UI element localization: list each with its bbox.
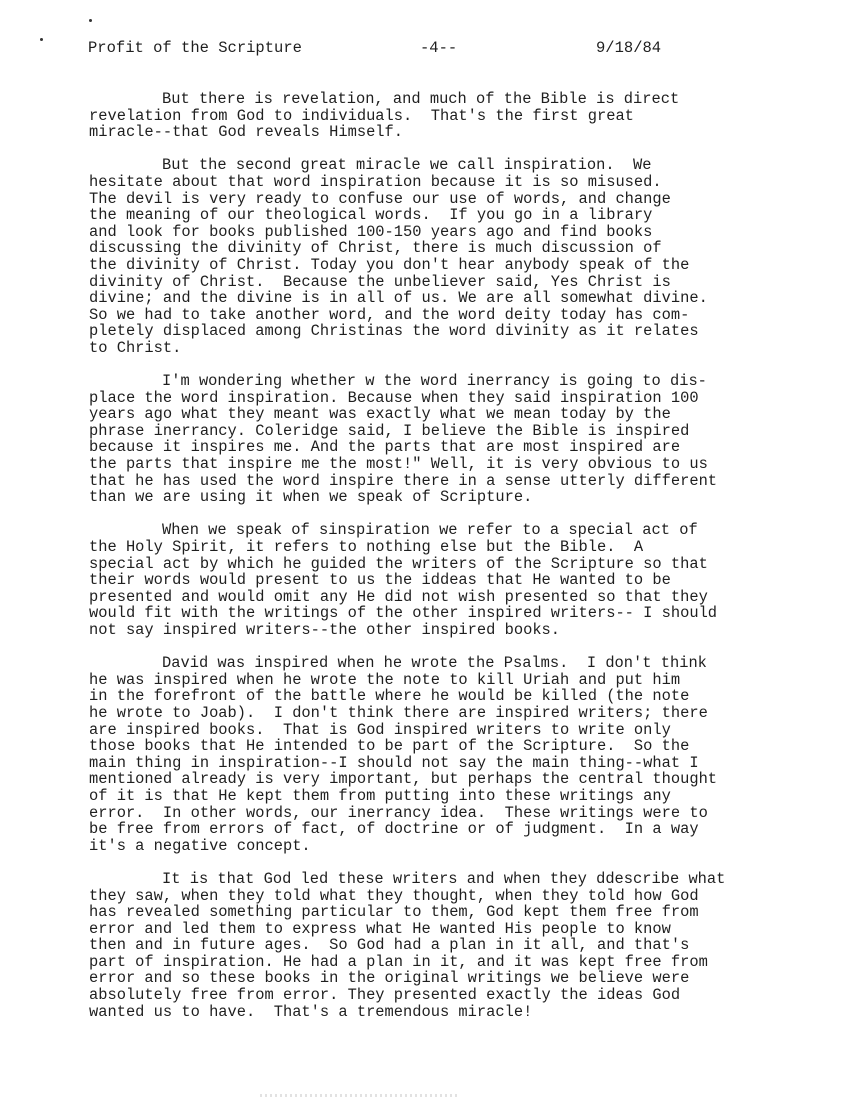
text-line: because it inspires me. And the parts that are most inspired are — [89, 438, 681, 457]
text-line: It is that God led these writers and when they ddescribe what — [162, 869, 726, 888]
scan-smudge — [260, 1094, 460, 1097]
text-line: years ago what they meant was exactly what we mean today by the — [89, 405, 671, 424]
text-line: in the forefront of the battle where he would be killed (the note — [89, 687, 690, 706]
text-line: I'm wondering whether w the word inerrancy is going to dis- — [162, 372, 707, 391]
text-line: the parts that inspire me the most!" Well, it is very obvious to us — [89, 455, 708, 474]
text-line: pletely displaced among Christinas the word divinity as it relates — [89, 322, 699, 341]
document-body — [89, 91, 809, 1037]
text-line: error and so these books in the original writings we believe were — [89, 969, 690, 988]
text-line: the Holy Spirit, it refers to nothing else but the Bible. A — [89, 538, 644, 557]
text-line: to Christ. — [89, 338, 182, 357]
text-line: miracle--that God reveals Himself. — [89, 123, 404, 142]
text-line: would fit with the writings of the other inspired writers-- I should — [89, 604, 718, 623]
text-line: The devil is very ready to confuse our use of words, and change — [89, 189, 671, 208]
text-line: absolutely free from error. They presented exactly the ideas God — [89, 986, 681, 1005]
text-line: it's a negative concept. — [89, 836, 311, 855]
text-line: the meaning of our theological words. If you go in a library — [89, 206, 653, 225]
text-line: and look for books published 100-150 years ago and find books — [89, 222, 653, 241]
text-line: part of inspiration. He had a plan in it, and it was kept free from — [89, 952, 708, 971]
document-title: Profit of the Scripture — [88, 39, 302, 57]
text-line: mentioned already is very important, but perhaps the central thought — [89, 770, 718, 789]
text-line: be free from errors of fact, of doctrine or of judgment. In a way — [89, 820, 699, 839]
paragraph — [89, 522, 809, 638]
page-header — [88, 38, 788, 58]
text-line: of it is that He kept them from putting into these writings any — [89, 786, 671, 805]
text-line: error and led them to express what He wanted His people to know — [89, 919, 671, 938]
scan-speck — [89, 19, 92, 22]
text-line: When we speak of sinspiration we refer to a special act of — [162, 521, 698, 540]
text-line: hesitate about that word inspiration because it is so misused. — [89, 172, 662, 191]
text-line: those books that He intended to be part of the Scripture. So the — [89, 737, 690, 756]
text-line: the divinity of Christ. Today you don't hear anybody speak of the — [89, 255, 690, 274]
paragraph — [89, 91, 809, 141]
text-line: are inspired books. That is God inspired writers to write only — [89, 720, 671, 739]
paragraph — [89, 871, 809, 1020]
paragraph — [89, 157, 809, 356]
paragraph — [89, 655, 809, 854]
text-line: error. In other words, our inerrancy idea. These writings were to — [89, 803, 708, 822]
text-line: discussing the divinity of Christ, there is much discussion of — [89, 239, 662, 258]
text-line: But the second great miracle we call inspiration. We — [162, 156, 652, 175]
document-date: 9/18/84 — [596, 39, 662, 57]
text-line: divinity of Christ. Because the unbeliever said, Yes Christ is — [89, 272, 671, 291]
text-line: than we are using it when we speak of Scripture. — [89, 488, 533, 507]
text-line: he was inspired when he wrote the note to kill Uriah and put him — [89, 670, 681, 689]
text-line: then and in future ages. So God had a plan in it all, and that's — [89, 936, 690, 955]
text-line: they saw, when they told what they thought, when they told how God — [89, 886, 699, 905]
text-line: wanted us to have. That's a tremendous miracle! — [89, 1002, 533, 1021]
text-line: special act by which he guided the writers of the Scripture so that — [89, 554, 708, 573]
text-line: has revealed something particular to them, God kept them free from — [89, 903, 699, 922]
text-line: place the word inspiration. Because when they said inspiration 100 — [89, 388, 699, 407]
text-line: revelation from God to individuals. That's the first great — [89, 106, 634, 125]
text-line: presented and would omit any He did not wish presented so that they — [89, 587, 708, 606]
text-line: So we had to take another word, and the word deity today has com- — [89, 305, 690, 324]
text-line: David was inspired when he wrote the Psalms. I don't think — [162, 654, 707, 673]
text-line: main thing in inspiration--I should not say the main thing--what I — [89, 753, 699, 772]
page-number: -4-- — [420, 39, 458, 57]
text-line: phrase inerrancy. Coleridge said, I believe the Bible is inspired — [89, 421, 690, 440]
text-line: divine; and the divine is in all of us. We are all somewhat divine. — [89, 289, 708, 308]
text-line: he wrote to Joab). I don't think there are inspired writers; there — [89, 703, 708, 722]
paragraph — [89, 373, 809, 506]
text-line: their words would present to us the iddeas that He wanted to be — [89, 571, 671, 590]
text-line: But there is revelation, and much of the Bible is direct — [162, 90, 680, 108]
text-line: that he has used the word inspire there in a sense utterly different — [89, 471, 718, 490]
scan-speck — [40, 38, 43, 41]
text-line: not say inspired writers--the other inspired books. — [89, 621, 561, 639]
